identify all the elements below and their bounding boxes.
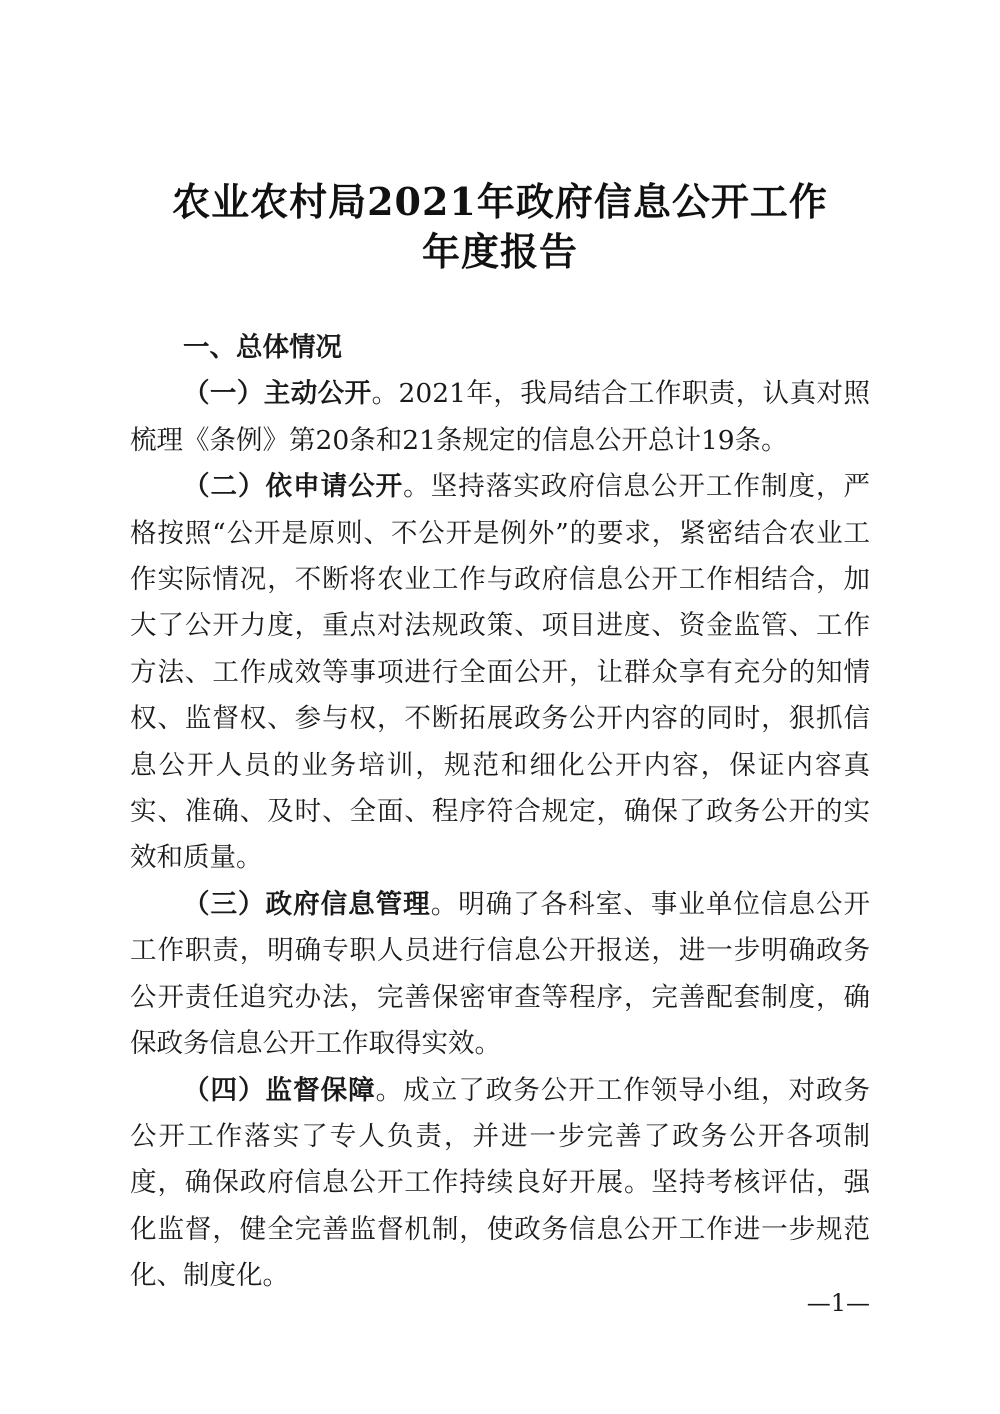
paragraph-lead: （一）主动公开 [183, 378, 372, 410]
paragraph-information-management [130, 882, 870, 1068]
paragraph-proactive-disclosure [130, 371, 870, 464]
document-body [130, 325, 870, 1300]
paragraph-text: 。成立了政务公开工作领导小组，对政务公开工作落实了专人负责，并进一步完善了政务公开各项制度，确保政府信息公开工作持续良好开展。坚持考核评估，强化监督，健全完善监督机制，使政务信息公开工作进一步规范化、制度化。 [130, 1074, 871, 1292]
paragraph-text: 。坚持落实政府信息公开工作制度，严格按照“公开是原则、不公开是例外”的要求，紧密结合农业工作实际情况，不断将农业工作与政府信息公开工作相结合，加大了公开力度，重点对法规政策、项目进度、资金监管、工作方法、工作成效等事项进行全面公开，让群众享有充分的知情权、监督权、参与权，不断拓展政务公开内容的同时，狠抓信息公开人员的业务培训，规范和细化公开内容，保证内容真实、准确、及时、全面、程序符合规定，确保了政务公开的实效和质量。 [130, 471, 871, 874]
paragraph-lead: （三）政府信息管理 [183, 888, 431, 920]
paragraph-disclosure-on-request [130, 464, 870, 882]
paragraph-supervision-guarantee [130, 1068, 870, 1300]
section-heading-overview: 一、总体情况 [183, 332, 342, 363]
paragraph-text: 。2021年，我局结合工作职责，认真对照梳理《条例》第20条和21条规定的信息公开总计19条。 [130, 378, 870, 456]
document-title-line-2: 年度报告 [421, 229, 578, 274]
document-title-line-1: 农业农村局2021年政府信息公开工作 [172, 179, 828, 224]
paragraph-text: 。明确了各科室、事业单位信息公开工作职责，明确专职人员进行信息公开报送，进一步明确政务公开责任追究办法，完善保密审查等程序，完善配套制度，确保政务信息公开工作取得实效。 [130, 888, 870, 1060]
paragraph-lead: （二）依申请公开 [183, 471, 404, 503]
paragraph-lead: （四）监督保障 [183, 1074, 376, 1106]
page-number: —1— [806, 1289, 870, 1317]
